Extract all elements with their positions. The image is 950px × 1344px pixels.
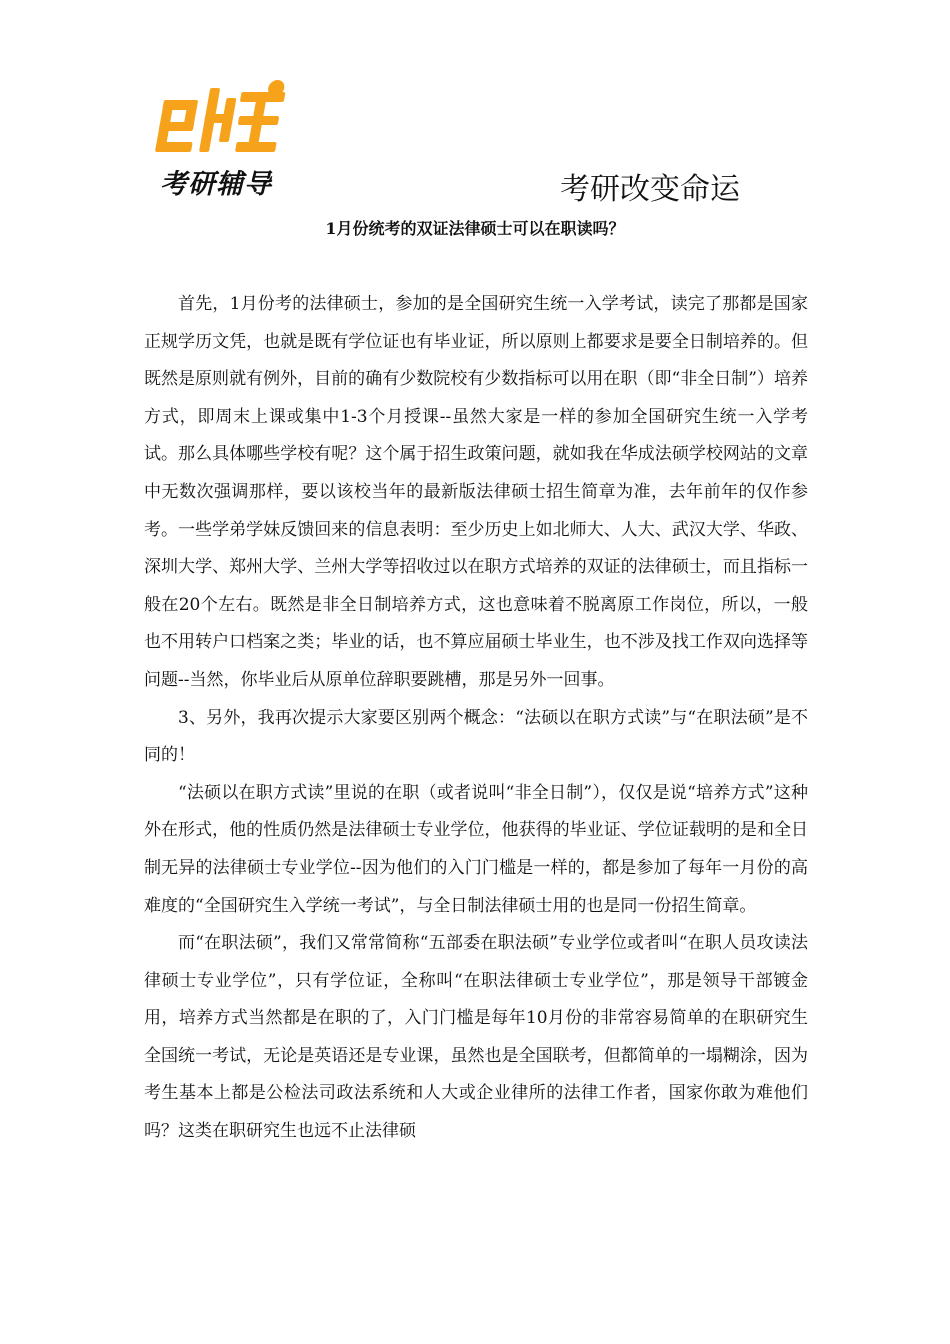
paragraph: 首先，1月份考的法律硕士，参加的是全国研究生统一入学考试，读完了那都是国家正规学历文凭，也就是既有学位证也有毕业证，所以原则上都要求是要全日制培养的。但既然是原则就有例外，目前的确有少数院校有少数指标可以用在职（即“非全日制”）培养方式，即周末上课或集中1-3个月授课--虽然大家是一样的参加全国研究生统一入学考试。那么具体哪些学校有呢？这个属于招生政策问题，就如我在华成法硕学校网站的文章中无数次强调那样，要以该校当年的最新版法律硕士招生简章为准，去年前年的仅作参考。一些学弟学妹反馈回来的信息表明：至少历史上如北师大、人大、武汉大学、华政、深圳大学、郑州大学、兰州大学等招收过以在职方式培养的双证的法律硕士，而且指标一般在20个左右。既然是非全日制培养方式，这也意味着不脱离原工作岗位，所以，一般也不用转户口档案之类；毕业的话，也不算应届硕士毕业生，也不涉及找工作双向选择等问题--当然，你毕业后从原单位辞职要跳槽，那是另外一回事。 <box>144 294 808 690</box>
logo-caption: 考研辅导 <box>160 169 272 200</box>
document-body <box>144 286 808 1151</box>
kaicheng-logo <box>150 78 300 198</box>
paragraph: 而“在职法硕”，我们又常常简称“五部委在职法硕”专业学位或者叫“在职人员攻读法律硕士专业学位”，只有学位证，全称叫“在职法律硕士专业学位”，那是领导干部镀金用，培养方式当然都是在职的了，入门门槛是每年10月份的非常容易简单的在职研究生全国统一考试，无论是英语还是专业课，虽然也是全国联考，但都简单的一塌糊涂，因为考生基本上都是公检法司政法系统和人大或企业律所的法律工作者，国家你敢为难他们吗？这类在职研究生也远不止法律硕 <box>144 933 808 1142</box>
document-title: 1月份统考的双证法律硕士可以在职读吗？ <box>325 219 625 238</box>
kaicheng-logo-mark <box>150 78 300 162</box>
slogan: 考研改变命运 <box>560 172 740 207</box>
paragraph: 3、另外，我再次提示大家要区别两个概念：“法硕以在职方式读”与“在职法硕”是不同的！ <box>144 707 808 766</box>
paragraph: “法硕以在职方式读”里说的在职（或者说叫“非全日制”），仅仅是说“培养方式”这种外在形式，他的性质仍然是法律硕士专业学位，他获得的毕业证、学位证载明的是和全日制无异的法律硕士专业学位--因为他们的入门门槛是一样的，都是参加了每年一月份的高难度的“全国研究生入学统一考试”，与全日制法律硕士用的也是同一份招生简章。 <box>144 782 808 916</box>
